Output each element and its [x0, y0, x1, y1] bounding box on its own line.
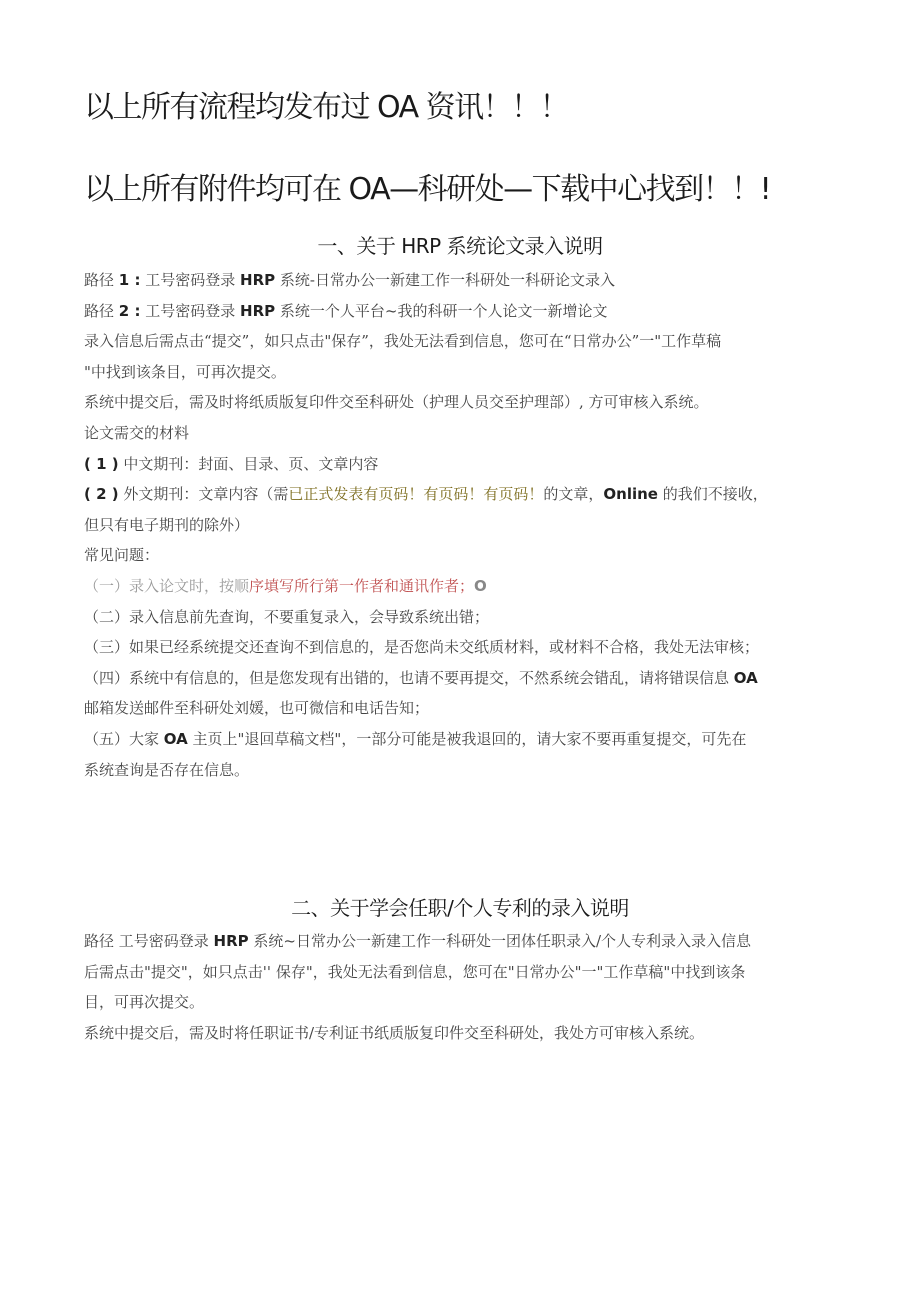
- material-item-foreign-line2: 但只有电子期刊的除外）: [84, 515, 250, 534]
- headline-download-center: 以上所有附件均可在 OA—科研处—下载中心找到！！!: [84, 172, 771, 207]
- faq-item-3: （三）如果已经系统提交还查询不到信息的，是否您尚未交纸质材料，或材料不合格，我处无法审核；: [84, 638, 760, 657]
- faq-item-5: （五）大家 OA 主页上"退回草稿文档"，一部分可能是被我退回的，请大家不要再重复提交，可先在: [84, 729, 747, 748]
- faq-item-4-line2: 邮箱发送邮件至科研处刘媛，也可微信和电话告知；: [84, 699, 430, 718]
- section1-body: [84, 265, 844, 785]
- section2-body: [84, 926, 844, 1048]
- faq-title: 常见问题：: [84, 546, 160, 565]
- page-number-warning: 已正式发表有页码！有页码！有页码！: [288, 485, 544, 504]
- submit-instruction-line2: "中找到该条目，可再次提交。: [84, 362, 286, 381]
- section2-title: 二、关于学会任职/个人专利的录入说明: [291, 896, 629, 920]
- section2-line-2: 后需点击"提交"，如只点击'' 保存"，我处无法看到信息，您可在"日常办公"一"工作草稿"中找到该条: [84, 962, 746, 981]
- submit-instruction-line1: 录入信息后需点击“提交”，如只点击"保存”，我处无法看到信息，您可在“日常办公”一"工作草稿: [84, 332, 722, 351]
- section2-path-line: 路径 工号密码登录 HRP 系统~日常办公一新建工作一科研处一团体任职录入/个人专利录入录入信息: [84, 932, 752, 950]
- faq-item-1: （一）录入论文时，按顺序填写所行第一作者和通讯作者；O: [84, 576, 487, 595]
- headline-oa-notice: 以上所有流程均发布过 OA 资讯！！！: [84, 90, 569, 125]
- path2-line: 路径 2 : 工号密码登录 HRP 系统一个人平台~我的科研一个人论文一新增论文: [84, 301, 608, 320]
- material-item-foreign: ( 2 ) 外文期刊：文章内容（需已正式发表有页码！有页码！有页码！的文章，Online 的我们不接收，: [84, 485, 768, 504]
- faq-item-2: （二）录入信息前先查询，不要重复录入，会导致系统出错；: [84, 607, 490, 626]
- section2-line-4: 系统中提交后，需及时将任职证书/专利证书纸质版复印件交至科研处，我处方可审核入系统。: [84, 1023, 705, 1042]
- section2-line-3: 目，可再次提交。: [84, 993, 205, 1012]
- material-item-chinese: ( 1 ) 中文期刊：封面、目录、页、文章内容: [84, 454, 379, 473]
- path1-line: 路径 1 : 工号密码登录 HRP 系统-日常办公一新建工作一科研处一科研论文录入: [84, 271, 615, 289]
- section1-title: 一、关于 HRP 系统论文录入说明: [317, 234, 603, 258]
- materials-title: 论文需交的材料: [84, 423, 190, 442]
- faq-item-5-line2: 系统查询是否存在信息。: [84, 760, 250, 779]
- paper-copy-note: 系统中提交后，需及时将纸质版复印件交至科研处（护理人员交至护理部）, 方可审核入系统。: [84, 393, 709, 412]
- faq-item-4: （四）系统中有信息的，但是您发现有出错的，也请不要再提交，不然系统会错乱，请将错误信息 OA: [84, 668, 758, 687]
